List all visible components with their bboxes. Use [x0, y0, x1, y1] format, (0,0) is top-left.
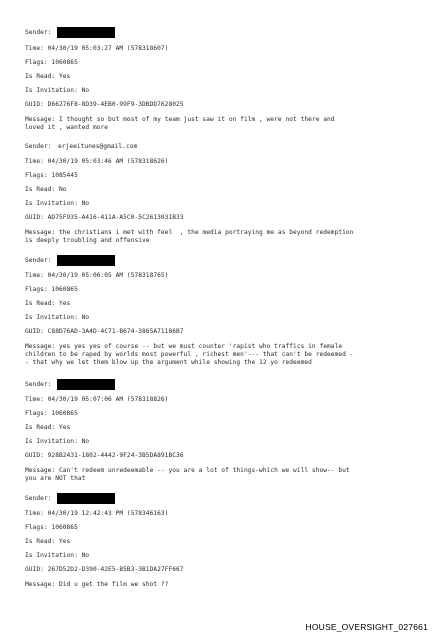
redacted-sender: [57, 255, 115, 266]
redacted-sender: [57, 379, 115, 390]
time-line: Time: 04/30/19 12:42:43 PM (578346163): [25, 510, 169, 517]
message-line: children to be raped by worlds most powerful , richest men'--- that can't be redeemed -: [25, 351, 354, 358]
is-invitation-line: Is Invitation: No: [25, 438, 90, 445]
sender-email: erjeeitunes@gmail.com: [58, 143, 138, 150]
sender-label: Sender:: [25, 29, 52, 36]
is-read-line: Is Read: Yes: [25, 73, 71, 80]
message-line: Message: Did u get the film we shot ??: [25, 581, 169, 588]
guid-line: GUID: D66276F8-8D39-4EB0-99F9-3DBDD7628025: [25, 101, 184, 108]
time-line: Time: 04/30/19 05:03:27 AM (578318607): [25, 45, 169, 52]
is-invitation-line: Is Invitation: No: [25, 552, 90, 559]
guid-line: GUID: C88D76AD-3A4D-4C71-B674-3865A71186B7: [25, 328, 184, 335]
message-line: is deeply troubling and offensive: [25, 237, 150, 244]
time-line: Time: 04/30/19 05:07:06 AM (578318826): [25, 396, 169, 403]
message-line: Message: the christians i met with feel , the media portraying me as beyond redemption: [25, 229, 354, 236]
is-read-line: Is Read: Yes: [25, 424, 71, 431]
is-invitation-line: Is Invitation: No: [25, 87, 90, 94]
flags-line: Flags: 1060865: [25, 524, 78, 531]
message-line: Message: I thought so but most of my team just saw it on film , were not there and: [25, 116, 335, 123]
time-line: Time: 04/30/19 05:03:46 AM (578318626): [25, 158, 169, 165]
flags-line: Flags: 1085445: [25, 172, 78, 179]
flags-line: Flags: 1060865: [25, 410, 78, 417]
message-line: - that why we let them blow up the argument while showing the 12 yo redeemed: [25, 359, 312, 366]
time-line: Time: 04/30/19 05:06:05 AM (578318765): [25, 272, 169, 279]
sender-label: Sender:: [25, 381, 52, 388]
is-read-line: Is Read: Yes: [25, 538, 71, 545]
guid-line: GUID: 267D52D2-D390-42E5-B5B3-3B1DA27FF667: [25, 566, 184, 573]
guid-line: GUID: 928B2431-1802-4442-9F24-3B5DA891BC36: [25, 452, 184, 459]
message-line: loved it , wanted more: [25, 124, 109, 131]
is-read-line: Is Read: No: [25, 186, 67, 193]
sender-label: Sender:: [25, 495, 52, 502]
flags-line: Flags: 1060865: [25, 286, 78, 293]
redacted-sender: [57, 27, 115, 38]
sender-label: Sender:: [25, 257, 52, 264]
message-line: Message: yes yes yes of course -- but we must counter 'rapist who traffics in female: [25, 343, 343, 350]
redacted-sender: [57, 493, 115, 504]
guid-line: GUID: AD75F935-A416-411A-A5C0-5C2613031B33: [25, 214, 184, 221]
bates-number: HOUSE_OVERSIGHT_027661: [305, 622, 428, 632]
is-read-line: Is Read: Yes: [25, 300, 71, 307]
is-invitation-line: Is Invitation: No: [25, 200, 90, 207]
flags-line: Flags: 1060865: [25, 59, 78, 66]
sender-label: Sender:: [25, 143, 52, 150]
message-line: you are NOT that: [25, 475, 86, 482]
message-line: Message: Can't redeem unredeemable -- you are a lot of things-which we will show-- but: [25, 467, 350, 474]
is-invitation-line: Is Invitation: No: [25, 314, 90, 321]
